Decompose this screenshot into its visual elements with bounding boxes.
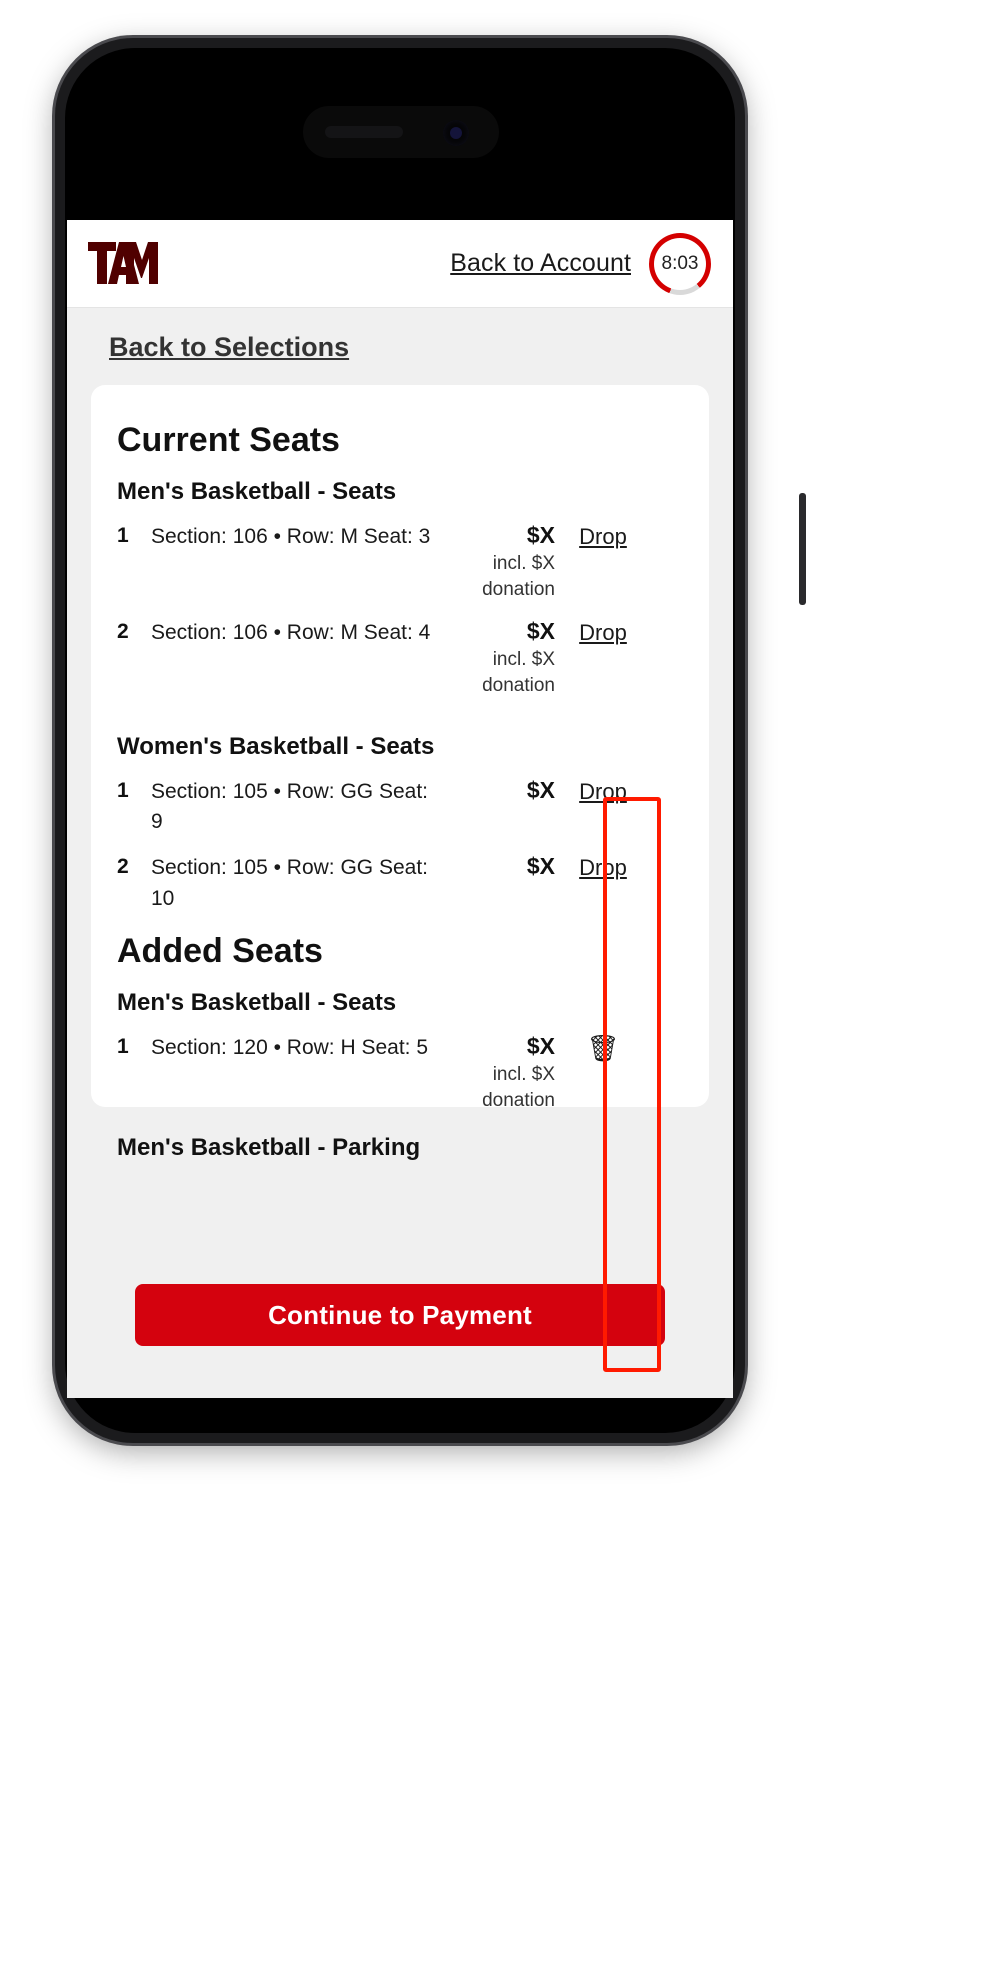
seat-row	[117, 771, 683, 848]
seat-price-note: incl. $X donation	[482, 553, 555, 600]
seat-price-block	[451, 522, 563, 602]
seat-price: $X	[526, 776, 555, 803]
back-bar	[67, 308, 733, 385]
seat-action	[563, 618, 643, 646]
dynamic-island	[303, 106, 499, 158]
seat-price-block	[451, 853, 563, 880]
app-footer	[67, 1270, 733, 1398]
app-viewport	[67, 220, 733, 1398]
continue-to-payment-button[interactable]: Continue to Payment	[135, 1284, 665, 1346]
seat-price-block	[451, 1033, 563, 1113]
seat-price-note: incl. $X donation	[482, 1064, 555, 1111]
seat-price: $X	[526, 853, 555, 880]
group-title-womens-basketball-seats: Women's Basketball - Seats	[117, 732, 435, 760]
front-camera-icon	[443, 120, 469, 146]
seat-price: $X	[526, 1033, 555, 1060]
earpiece-speaker-icon	[325, 126, 403, 138]
seat-row	[117, 847, 683, 924]
group-title-added-mens-basketball-seats: Men's Basketball - Seats	[117, 989, 397, 1017]
seats-card	[91, 385, 709, 1161]
texas-am-logo-icon	[85, 235, 157, 293]
seat-price: $X	[526, 522, 555, 548]
seat-index: 1	[117, 524, 129, 547]
group-title-mens-basketball-seats: Men's Basketball - Seats	[117, 478, 397, 505]
phone-frame	[55, 38, 745, 1443]
seat-action	[563, 1033, 643, 1062]
seat-row	[117, 516, 683, 612]
seat-index: 2	[117, 855, 129, 879]
seat-row	[117, 1027, 683, 1123]
seat-price: $X	[526, 618, 555, 645]
seat-row	[117, 612, 683, 708]
spacer	[117, 709, 683, 729]
drop-link[interactable]: Drop	[579, 524, 627, 549]
seat-description: Section: 106 • Row: M Seat: 4	[151, 621, 431, 645]
seat-action	[563, 777, 643, 805]
seat-action	[563, 522, 643, 550]
seat-action	[563, 853, 643, 881]
seat-index: 1	[117, 1035, 129, 1059]
drop-link[interactable]: Drop	[579, 778, 627, 804]
app-header	[67, 220, 733, 308]
seat-price-note: incl. $X donation	[482, 649, 555, 696]
trash-icon[interactable]: 🗑	[586, 1033, 620, 1064]
drop-link[interactable]: Drop	[579, 620, 627, 646]
seat-description: Section: 105 • Row: GG Seat: 9	[151, 779, 428, 833]
seat-description: Section: 120 • Row: H Seat: 5	[151, 1036, 428, 1060]
seat-index: 1	[117, 778, 129, 802]
session-timer	[649, 233, 711, 295]
seat-description: Section: 105 • Row: GG Seat: 10	[151, 856, 428, 910]
phone-screen	[65, 48, 735, 1433]
seat-index: 2	[117, 620, 129, 644]
seat-price-block	[451, 777, 563, 804]
power-button[interactable]	[799, 493, 806, 605]
drop-link[interactable]: Drop	[579, 855, 627, 881]
section-title-added-seats: Added Seats	[117, 932, 323, 971]
timer-value: 8:03	[654, 238, 706, 290]
back-to-selections-link[interactable]: Back to Selections	[109, 332, 350, 362]
back-to-account-link[interactable]: Back to Account	[450, 249, 631, 277]
seat-price-block	[451, 618, 563, 698]
section-title-current-seats: Current Seats	[117, 421, 340, 459]
group-title-partially-visible: Men's Basketball - Parking	[117, 1133, 421, 1161]
seat-description: Section: 106 • Row: M Seat: 3	[151, 525, 431, 548]
